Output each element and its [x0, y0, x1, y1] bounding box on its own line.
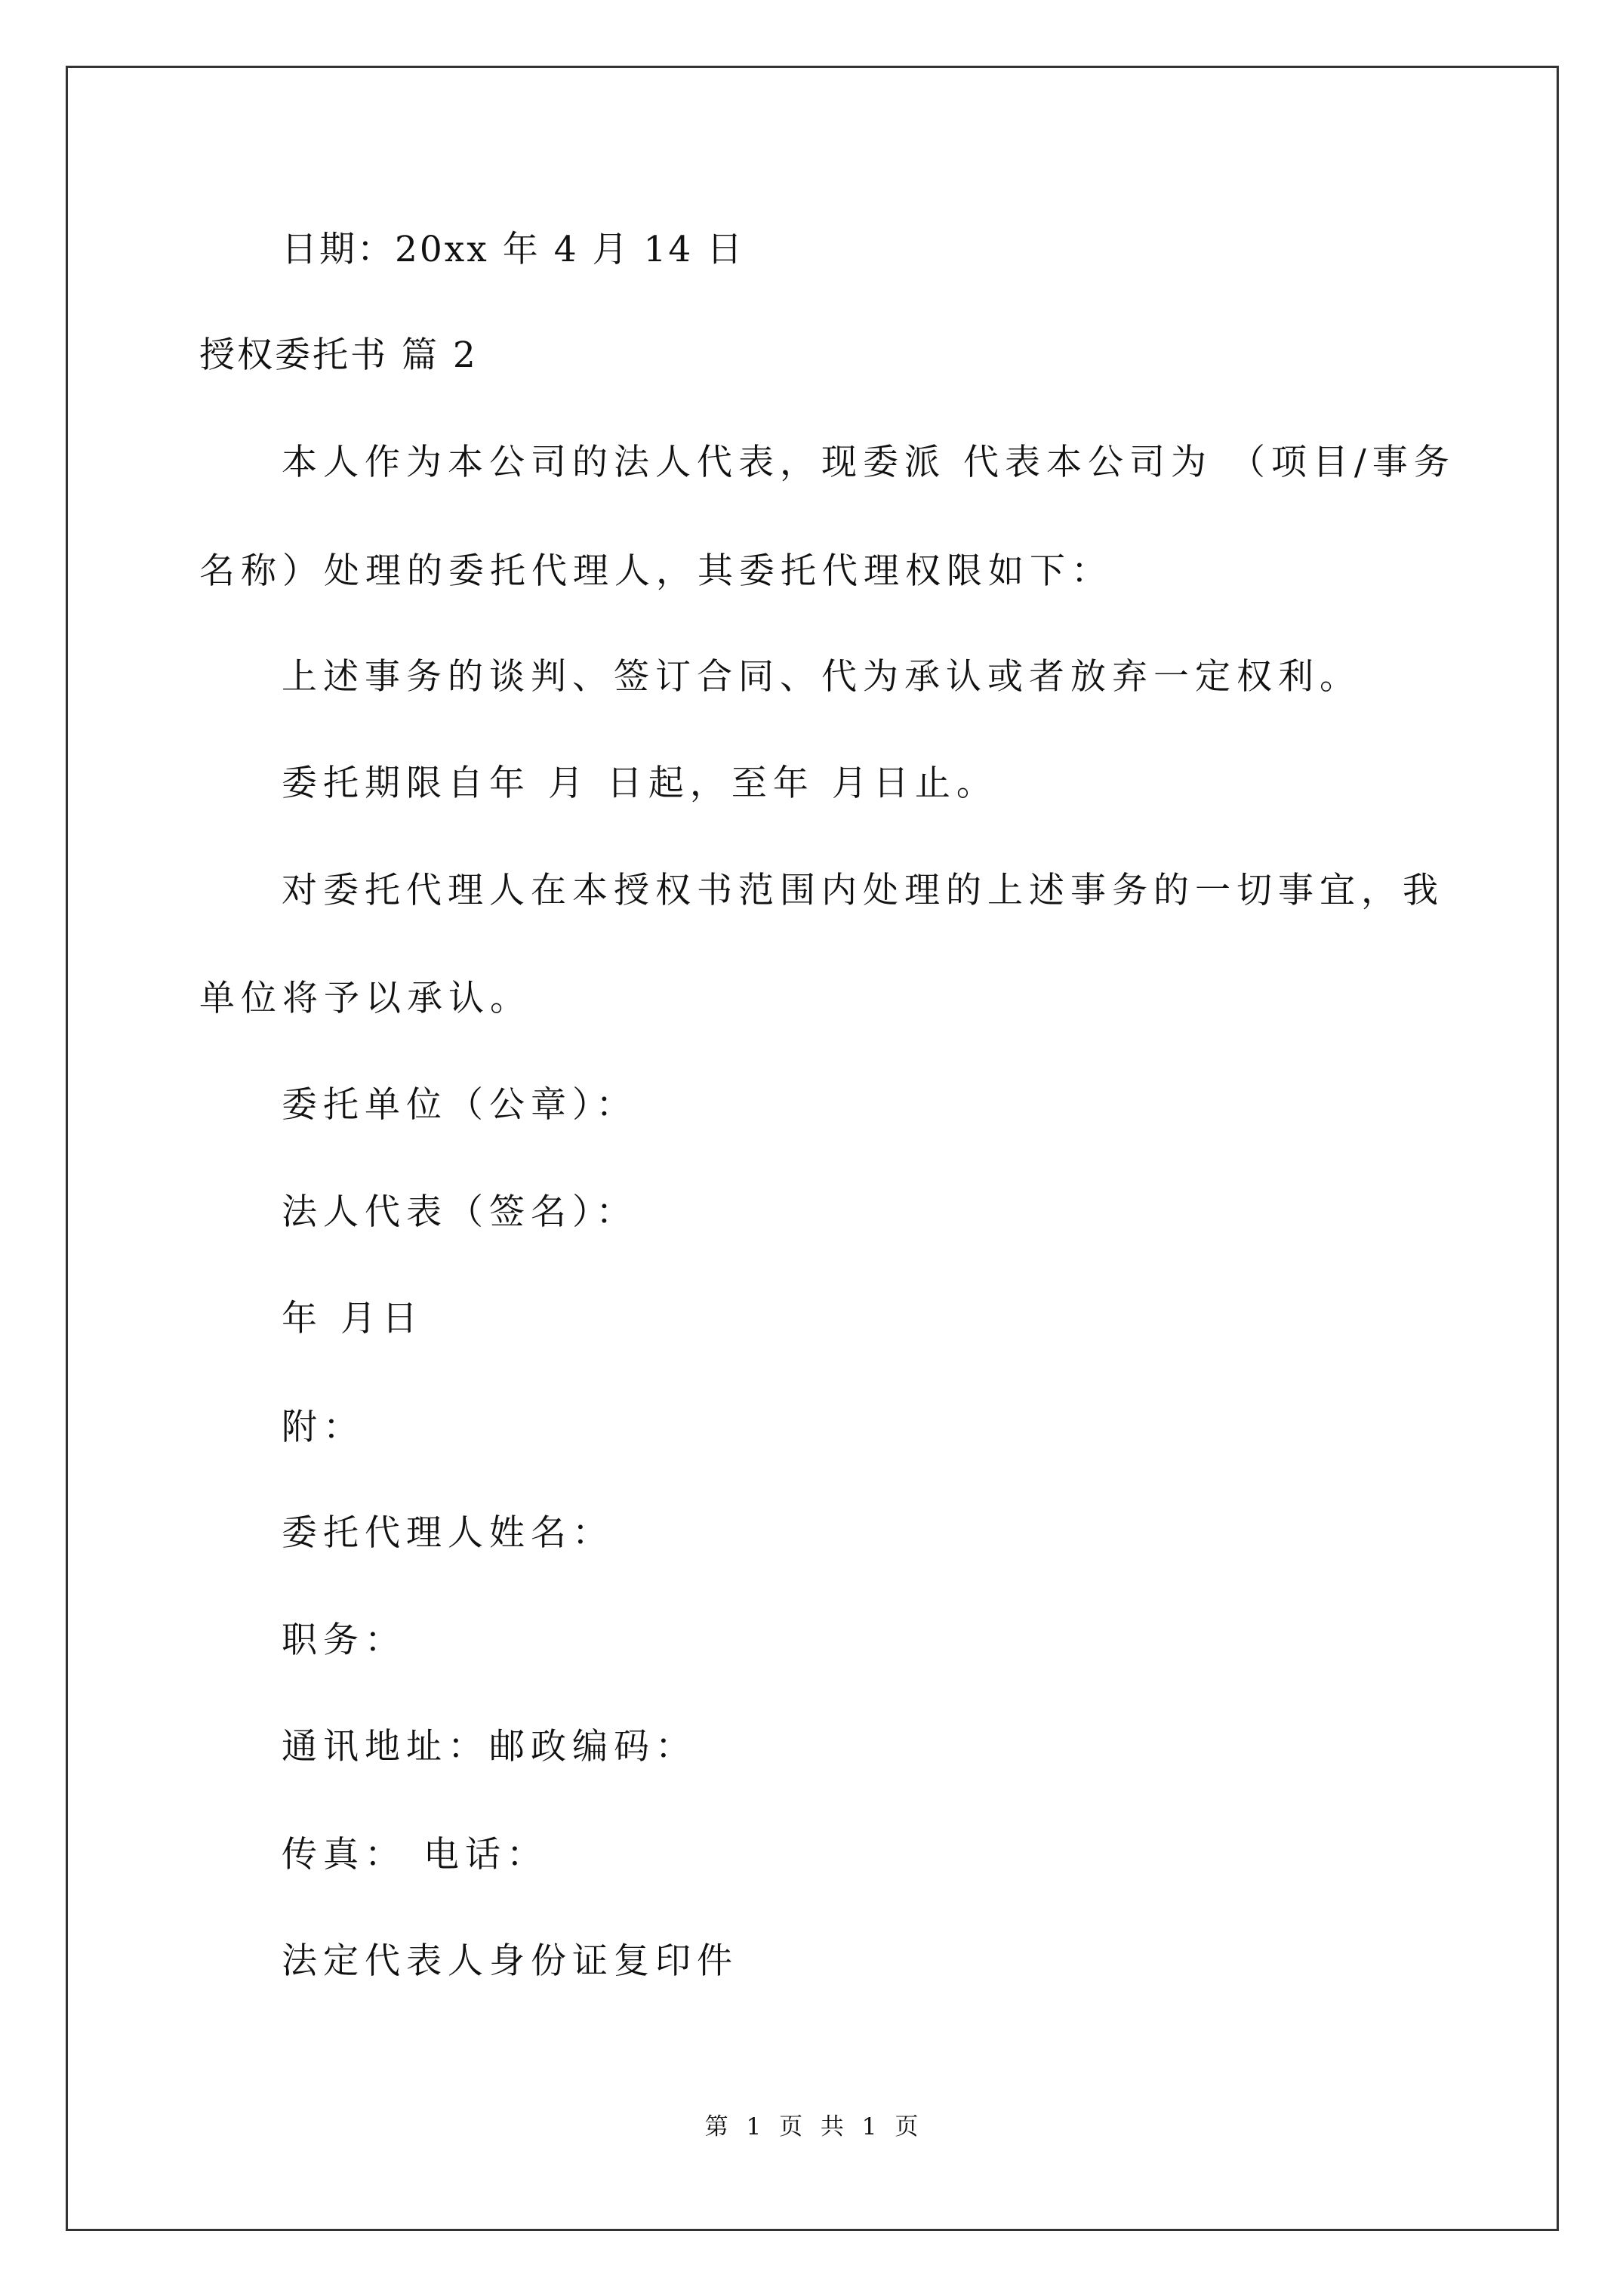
section-title: 授权委托书 篇 2: [199, 334, 478, 376]
id-copy-field: 法定代表人身份证复印件: [282, 1940, 738, 1982]
fax-phone-field: 传真： 电话：: [282, 1834, 548, 1875]
position-field: 职务：: [282, 1620, 406, 1661]
legal-rep-field: 法人代表（签名）：: [282, 1191, 638, 1233]
date-blank-field: 年 月日: [282, 1298, 423, 1339]
attachment-label: 附：: [282, 1407, 365, 1448]
recognition-paragraph-line2: 单位将予以承认。: [199, 978, 531, 1019]
page-border: [66, 66, 1559, 2231]
intro-paragraph-line1: 本人作为本公司的法人代表，现委派 代表本公司为 （项目/事务: [282, 442, 1455, 483]
page-footer: 第 1 页 共 1 页: [704, 2113, 919, 2140]
agent-name-field: 委托代理人姓名：: [282, 1512, 614, 1554]
recognition-paragraph-line1: 对委托代理人在本授权书范围内处理的上述事务的一切事宜，我: [282, 870, 1444, 911]
intro-paragraph-line2: 名称）处理的委托代理人，其委托代理权限如下：: [199, 550, 1113, 592]
term-paragraph: 委托期限自年 月 日起，至年 月日止。: [282, 763, 998, 804]
entrusting-unit-field: 委托单位（公章）：: [282, 1084, 638, 1126]
address-postcode-field: 通讯地址：邮政编码：: [282, 1726, 697, 1767]
date-line: 日期：20xx 年 4 月 14 日: [282, 229, 745, 270]
scope-paragraph: 上述事务的谈判、签订合同、代为承认或者放弃一定权利。: [282, 656, 1361, 698]
